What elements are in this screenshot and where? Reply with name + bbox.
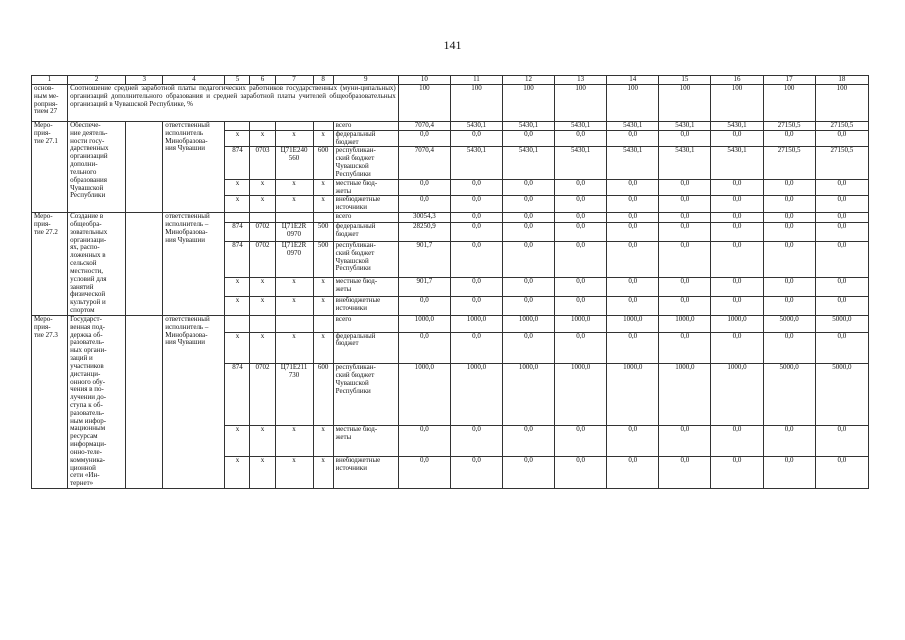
funding-value: 0,0 bbox=[555, 196, 607, 213]
budget-code: x bbox=[250, 332, 275, 364]
funding-value: 0,0 bbox=[659, 278, 711, 297]
budget-code: 874 bbox=[225, 364, 250, 425]
funding-value: 0,0 bbox=[607, 196, 659, 213]
budget-code: x bbox=[225, 457, 250, 489]
funding-value: 0,0 bbox=[659, 223, 711, 242]
funding-value: 0,0 bbox=[503, 223, 555, 242]
funding-value: 0,0 bbox=[555, 332, 607, 364]
funding-value: 0,0 bbox=[711, 196, 763, 213]
column-number: 12 bbox=[503, 76, 555, 85]
funding-value: 0,0 bbox=[607, 241, 659, 277]
budget-code: x bbox=[225, 297, 250, 316]
funding-value: 0,0 bbox=[450, 297, 502, 316]
budget-code: 500 bbox=[313, 223, 333, 242]
funding-value: 0,0 bbox=[659, 332, 711, 364]
budget-code: 500 bbox=[313, 241, 333, 277]
funding-value: 27150,5 bbox=[763, 122, 815, 131]
funding-value: 0,0 bbox=[659, 425, 711, 457]
column-number: 15 bbox=[659, 76, 711, 85]
funding-value: 1000,0 bbox=[503, 364, 555, 425]
measure-id: Меро- прия- тие 27.3 bbox=[32, 315, 68, 488]
funding-value: 0,0 bbox=[450, 213, 502, 223]
funding-value: 1000,0 bbox=[555, 315, 607, 332]
funding-value: 1000,0 bbox=[450, 315, 502, 332]
funding-value: 5000,0 bbox=[815, 315, 868, 332]
funding-value: 5430,1 bbox=[711, 147, 763, 179]
funding-source: всего bbox=[333, 122, 398, 131]
funding-value: 0,0 bbox=[815, 297, 868, 316]
budget-code: x bbox=[225, 130, 250, 147]
budget-code bbox=[250, 213, 275, 223]
funding-value: 0,0 bbox=[815, 241, 868, 277]
funding-value: 0,0 bbox=[763, 223, 815, 242]
budget-code: Ц71Е2R 0970 bbox=[275, 241, 313, 277]
funding-value: 1000,0 bbox=[398, 364, 450, 425]
funding-value: 5000,0 bbox=[815, 364, 868, 425]
indicator-value: 100 bbox=[450, 85, 502, 122]
column-number: 5 bbox=[225, 76, 250, 85]
funding-value: 1000,0 bbox=[503, 315, 555, 332]
funding-source: местные бюд- жеты bbox=[333, 278, 398, 297]
budget-code bbox=[313, 315, 333, 332]
budget-code: x bbox=[313, 297, 333, 316]
funding-value: 0,0 bbox=[659, 241, 711, 277]
funding-value: 0,0 bbox=[815, 278, 868, 297]
funding-value: 0,0 bbox=[711, 278, 763, 297]
main-event-label: основ- ным ме- ропрня- тием 27 bbox=[32, 85, 68, 122]
budget-code: x bbox=[275, 457, 313, 489]
budget-code bbox=[313, 122, 333, 131]
measure-name: Государст- венная под- держка об- разователь- ных органи- заций и участников дистанци- онного обу- чения в по- лучении до- ступа к об- разователь- ным инфор- мационным ресурсам информаци- онно-теле- коммуника- ционной сети «Ин- тернет» bbox=[68, 315, 126, 488]
column-number: 6 bbox=[250, 76, 275, 85]
budget-code: x bbox=[313, 457, 333, 489]
budget-code: x bbox=[313, 332, 333, 364]
budget-code: x bbox=[250, 196, 275, 213]
funding-value: 0,0 bbox=[815, 130, 868, 147]
funding-value: 0,0 bbox=[398, 425, 450, 457]
funding-source: всего bbox=[333, 213, 398, 223]
funding-value: 1000,0 bbox=[659, 315, 711, 332]
budget-code bbox=[275, 315, 313, 332]
funding-value: 0,0 bbox=[555, 278, 607, 297]
funding-value: 0,0 bbox=[711, 223, 763, 242]
column-number: 2 bbox=[68, 76, 126, 85]
funding-value: 0,0 bbox=[607, 297, 659, 316]
funding-value: 5430,1 bbox=[503, 147, 555, 179]
funding-value: 0,0 bbox=[607, 457, 659, 489]
funding-value: 0,0 bbox=[503, 332, 555, 364]
budget-code: 874 bbox=[225, 147, 250, 179]
co-executor-cell bbox=[126, 122, 163, 213]
budget-code: x bbox=[225, 425, 250, 457]
table-body bbox=[32, 76, 869, 489]
funding-source: местные бюд- жеты bbox=[333, 425, 398, 457]
funding-value: 0,0 bbox=[763, 278, 815, 297]
funding-value: 5430,1 bbox=[607, 147, 659, 179]
funding-value: 28250,9 bbox=[398, 223, 450, 242]
funding-value: 5430,1 bbox=[555, 122, 607, 131]
budget-code: x bbox=[225, 278, 250, 297]
funding-value: 0,0 bbox=[763, 179, 815, 196]
funding-value: 0,0 bbox=[763, 241, 815, 277]
funding-value: 0,0 bbox=[607, 179, 659, 196]
funding-value: 0,0 bbox=[555, 223, 607, 242]
column-number: 3 bbox=[126, 76, 163, 85]
budget-code: 0702 bbox=[250, 241, 275, 277]
funding-value: 0,0 bbox=[763, 425, 815, 457]
funding-source: местные бюд- жеты bbox=[333, 179, 398, 196]
budget-code: 0702 bbox=[250, 223, 275, 242]
budget-code: x bbox=[275, 297, 313, 316]
budget-code bbox=[225, 213, 250, 223]
funding-value: 0,0 bbox=[555, 241, 607, 277]
funding-value: 1000,0 bbox=[398, 315, 450, 332]
funding-row bbox=[32, 315, 869, 332]
funding-value: 7070,4 bbox=[398, 122, 450, 131]
funding-value: 0,0 bbox=[815, 179, 868, 196]
indicator-value: 100 bbox=[711, 85, 763, 122]
funding-source: республикан- ский бюджет Чувашской Республики bbox=[333, 241, 398, 277]
budget-code: 600 bbox=[313, 147, 333, 179]
page-number: 141 bbox=[443, 38, 462, 52]
funding-value: 0,0 bbox=[607, 278, 659, 297]
funding-value: 0,0 bbox=[398, 457, 450, 489]
column-number: 8 bbox=[313, 76, 333, 85]
funding-value: 0,0 bbox=[659, 196, 711, 213]
funding-value: 0,0 bbox=[815, 425, 868, 457]
indicator-value: 100 bbox=[555, 85, 607, 122]
column-number-row bbox=[32, 76, 869, 85]
measure-name: Обеспече- ние деятель- ности госу- дарственных организаций дополни- тельного образования Чувашской Республики bbox=[68, 122, 126, 213]
budget-code: x bbox=[313, 196, 333, 213]
funding-value: 0,0 bbox=[763, 332, 815, 364]
budget-code bbox=[275, 213, 313, 223]
funding-source: внебюджетные источники bbox=[333, 196, 398, 213]
column-number: 16 bbox=[711, 76, 763, 85]
funding-value: 0,0 bbox=[711, 425, 763, 457]
funding-value: 0,0 bbox=[711, 241, 763, 277]
funding-value: 1000,0 bbox=[659, 364, 711, 425]
executor: ответственный исполнитель – Минобразова- ния Чувашии bbox=[163, 213, 225, 316]
funding-value: 0,0 bbox=[659, 179, 711, 196]
executor: ответственный исполнитель Минобразова- ния Чувашии bbox=[163, 122, 225, 213]
funding-value: 0,0 bbox=[503, 179, 555, 196]
funding-value: 5000,0 bbox=[763, 315, 815, 332]
budget-code bbox=[313, 213, 333, 223]
funding-value: 0,0 bbox=[450, 332, 502, 364]
funding-source: республикан- ский бюджет Чувашской Республики bbox=[333, 147, 398, 179]
funding-value: 0,0 bbox=[815, 213, 868, 223]
funding-value: 0,0 bbox=[659, 213, 711, 223]
budget-code bbox=[225, 122, 250, 131]
budget-code: x bbox=[275, 425, 313, 457]
funding-value: 5430,1 bbox=[450, 122, 502, 131]
main-event-indicator: Соотношение средней заработной платы педагогических работников государственных (муни-ципальных) организаций дополнительного образования и средней заработной платы учителей общеобразовательных организаций в Чувашской Республике, % bbox=[68, 85, 399, 122]
funding-value: 901,7 bbox=[398, 278, 450, 297]
funding-value: 0,0 bbox=[711, 457, 763, 489]
funding-value: 0,0 bbox=[503, 425, 555, 457]
indicator-value: 100 bbox=[398, 85, 450, 122]
budget-code bbox=[225, 315, 250, 332]
budget-code: x bbox=[313, 130, 333, 147]
funding-value: 1000,0 bbox=[555, 364, 607, 425]
funding-value: 0,0 bbox=[503, 457, 555, 489]
budget-code: x bbox=[275, 179, 313, 196]
funding-value: 0,0 bbox=[659, 457, 711, 489]
funding-value: 1000,0 bbox=[711, 364, 763, 425]
indicator-value: 100 bbox=[815, 85, 868, 122]
budget-code bbox=[275, 122, 313, 131]
funding-value: 0,0 bbox=[607, 213, 659, 223]
funding-source: всего bbox=[333, 315, 398, 332]
main-event-row bbox=[32, 85, 869, 122]
funding-value: 7070,4 bbox=[398, 147, 450, 179]
funding-value: 0,0 bbox=[503, 278, 555, 297]
funding-value: 27150,5 bbox=[815, 147, 868, 179]
budget-code: x bbox=[313, 179, 333, 196]
budget-code: x bbox=[250, 425, 275, 457]
budget-code: x bbox=[225, 196, 250, 213]
measure-id: Меро- прия- тие 27.1 bbox=[32, 122, 68, 213]
funding-value: 5430,1 bbox=[450, 147, 502, 179]
funding-value: 1000,0 bbox=[450, 364, 502, 425]
column-number: 13 bbox=[555, 76, 607, 85]
budget-code: x bbox=[250, 457, 275, 489]
indicator-value: 100 bbox=[763, 85, 815, 122]
funding-value: 0,0 bbox=[555, 425, 607, 457]
funding-value: 5430,1 bbox=[659, 147, 711, 179]
budget-code: 874 bbox=[225, 223, 250, 242]
budget-code: 600 bbox=[313, 364, 333, 425]
budget-code: x bbox=[275, 332, 313, 364]
funding-value: 5430,1 bbox=[607, 122, 659, 131]
funding-value: 0,0 bbox=[555, 179, 607, 196]
budget-code: x bbox=[275, 278, 313, 297]
indicator-value: 100 bbox=[503, 85, 555, 122]
funding-value: 0,0 bbox=[711, 179, 763, 196]
funding-value: 5430,1 bbox=[659, 122, 711, 131]
funding-value: 0,0 bbox=[815, 223, 868, 242]
funding-value: 0,0 bbox=[607, 223, 659, 242]
funding-value: 0,0 bbox=[450, 425, 502, 457]
funding-value: 0,0 bbox=[555, 297, 607, 316]
column-number: 18 bbox=[815, 76, 868, 85]
funding-value: 0,0 bbox=[711, 130, 763, 147]
funding-value: 0,0 bbox=[815, 332, 868, 364]
budget-code: 0703 bbox=[250, 147, 275, 179]
budget-code: x bbox=[313, 425, 333, 457]
budget-code bbox=[250, 122, 275, 131]
funding-row bbox=[32, 122, 869, 131]
measure-id: Меро- прия- тие 27.2 bbox=[32, 213, 68, 316]
indicator-value: 100 bbox=[607, 85, 659, 122]
funding-value: 0,0 bbox=[763, 457, 815, 489]
funding-value: 0,0 bbox=[763, 130, 815, 147]
funding-source: республикан- ский бюджет Чувашской Республики bbox=[333, 364, 398, 425]
funding-value: 0,0 bbox=[555, 457, 607, 489]
program-table bbox=[31, 75, 869, 489]
budget-code: Ц71Е2R 0970 bbox=[275, 223, 313, 242]
funding-value: 0,0 bbox=[607, 425, 659, 457]
funding-value: 5430,1 bbox=[555, 147, 607, 179]
funding-value: 0,0 bbox=[711, 213, 763, 223]
funding-value: 0,0 bbox=[503, 297, 555, 316]
budget-code: x bbox=[275, 196, 313, 213]
budget-code: x bbox=[250, 278, 275, 297]
funding-value: 0,0 bbox=[659, 130, 711, 147]
funding-value: 5430,1 bbox=[503, 122, 555, 131]
funding-value: 0,0 bbox=[398, 130, 450, 147]
funding-value: 0,0 bbox=[503, 213, 555, 223]
budget-code: Ц71Е211 730 bbox=[275, 364, 313, 425]
funding-value: 901,7 bbox=[398, 241, 450, 277]
funding-value: 0,0 bbox=[815, 196, 868, 213]
funding-value: 0,0 bbox=[450, 278, 502, 297]
funding-value: 0,0 bbox=[763, 196, 815, 213]
budget-code: x bbox=[275, 130, 313, 147]
funding-value: 0,0 bbox=[503, 241, 555, 277]
funding-value: 0,0 bbox=[815, 457, 868, 489]
funding-value: 0,0 bbox=[763, 297, 815, 316]
column-number: 1 bbox=[32, 76, 68, 85]
column-number: 4 bbox=[163, 76, 225, 85]
executor: ответственный исполнитель – Минобразова- ния Чувашии bbox=[163, 315, 225, 488]
funding-source: внебюджетные источники bbox=[333, 457, 398, 489]
funding-value: 0,0 bbox=[450, 130, 502, 147]
funding-value: 0,0 bbox=[659, 297, 711, 316]
budget-code: x bbox=[313, 278, 333, 297]
funding-value: 0,0 bbox=[607, 332, 659, 364]
budget-code: x bbox=[225, 332, 250, 364]
funding-row bbox=[32, 213, 869, 223]
funding-value: 0,0 bbox=[503, 130, 555, 147]
funding-source: федеральный бюджет bbox=[333, 223, 398, 242]
column-number: 11 bbox=[450, 76, 502, 85]
funding-value: 0,0 bbox=[763, 213, 815, 223]
budget-code: x bbox=[250, 179, 275, 196]
funding-value: 5000,0 bbox=[763, 364, 815, 425]
measure-name: Создание в общеобра- зовательных организаци- ях, распо- ложенных в сельской местности, условий для занятий физической культурой и спортом bbox=[68, 213, 126, 316]
budget-code: x bbox=[250, 130, 275, 147]
funding-value: 1000,0 bbox=[711, 315, 763, 332]
funding-value: 0,0 bbox=[398, 196, 450, 213]
column-number: 7 bbox=[275, 76, 313, 85]
funding-source: федеральный бюджет bbox=[333, 332, 398, 364]
column-number: 17 bbox=[763, 76, 815, 85]
funding-value: 0,0 bbox=[607, 130, 659, 147]
funding-value: 0,0 bbox=[555, 130, 607, 147]
funding-value: 1000,0 bbox=[607, 315, 659, 332]
funding-value: 0,0 bbox=[450, 196, 502, 213]
funding-source: внебюджетные источники bbox=[333, 297, 398, 316]
funding-value: 0,0 bbox=[555, 213, 607, 223]
column-number: 14 bbox=[607, 76, 659, 85]
funding-value: 0,0 bbox=[450, 223, 502, 242]
budget-code: Ц71Е240 560 bbox=[275, 147, 313, 179]
funding-value: 0,0 bbox=[450, 179, 502, 196]
column-number: 9 bbox=[333, 76, 398, 85]
budget-code: 874 bbox=[225, 241, 250, 277]
funding-value: 0,0 bbox=[398, 332, 450, 364]
funding-source: федеральный бюджет bbox=[333, 130, 398, 147]
co-executor-cell bbox=[126, 315, 163, 488]
indicator-value: 100 bbox=[659, 85, 711, 122]
funding-value: 1000,0 bbox=[607, 364, 659, 425]
funding-value: 27150,5 bbox=[763, 147, 815, 179]
funding-value: 27150,5 bbox=[815, 122, 868, 131]
funding-value: 30054,3 bbox=[398, 213, 450, 223]
funding-value: 0,0 bbox=[711, 332, 763, 364]
funding-value: 0,0 bbox=[450, 241, 502, 277]
column-number: 10 bbox=[398, 76, 450, 85]
funding-value: 0,0 bbox=[503, 196, 555, 213]
funding-value: 0,0 bbox=[398, 297, 450, 316]
funding-value: 0,0 bbox=[450, 457, 502, 489]
budget-code: x bbox=[250, 297, 275, 316]
funding-value: 0,0 bbox=[711, 297, 763, 316]
budget-code: 0702 bbox=[250, 364, 275, 425]
budget-code: x bbox=[225, 179, 250, 196]
funding-value: 5430,1 bbox=[711, 122, 763, 131]
co-executor-cell bbox=[126, 213, 163, 316]
funding-value: 0,0 bbox=[398, 179, 450, 196]
budget-code bbox=[250, 315, 275, 332]
